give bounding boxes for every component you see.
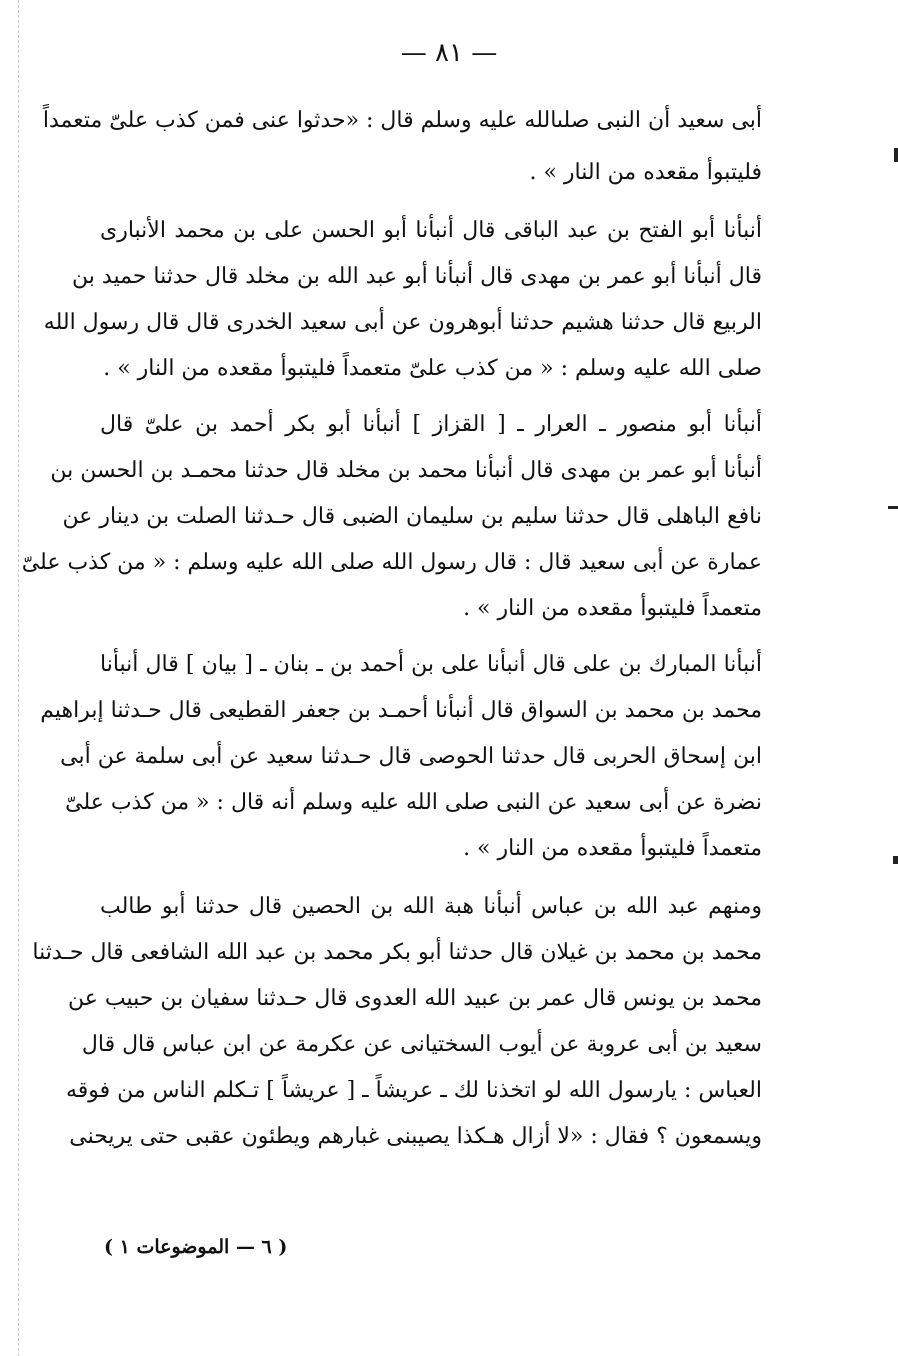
scan-edge-mark [894,148,898,162]
text-line: فليتبوأ مقعده من النار » . [529,160,762,185]
text-line: أنبأنا أبو منصور ـ العرار ـ [ القزاز ] أنبأنا أبو بكر أحمد بن علىّ قال [100,412,762,437]
text-line: ويسمعون ؟ فقال : «لا أزال هـكذا يصيبنى غبارهم ويطئون عقبى حتى يريحنى [69,1124,762,1149]
paragraph [40,642,762,872]
text-line: محمد بن محمد بن السواق قال أنبأنا أحمـد بن جعفر القطيعى قال حـدثنا إبراهيم [40,698,762,723]
text-line: الربيع قال حدثنا هشيم حدثنا أبوهرون عن أبى سعيد الخدرى قال قال رسول الله [43,310,762,335]
text-line: أنبأنا المبارك بن على قال أنبأنا على بن أحمد بن ـ بنان ـ [ بيان ] قال أنبأنا [100,652,762,677]
signature-footer: ( ٦ — الموضوعات ١ ) [104,1236,288,1258]
text-line: متعمداً فليتبوأ مقعده من النار » . [463,596,762,621]
text-line: متعمداً فليتبوأ مقعده من النار » . [463,836,762,861]
text-line: محمد بن محمد بن غيلان قال حدثنا أبو بكر محمد بن عبد الله الشافعى قال حـدثنا [32,940,762,965]
text-line: ومنهم عبد الله بن عباس أنبأنا هبة الله بن الحصين قال حدثنا أبو طالب [100,894,762,919]
scan-edge-mark [893,856,898,864]
scan-edge-mark [888,506,898,509]
text-line: محمد بن يونس قال عمر بن عبيد الله العدوى قال حـدثنا سفيان بن حبيب عن [68,986,762,1011]
text-line: ابن إسحاق الحربى قال حدثنا الحوصى قال حـدثنا سعيد عن أبى سلمة عن أبى [60,744,762,769]
text-line: نافع الباهلى قال حدثنا سليم بن سليمان الضبى قال حـدثنا الصلت بن دينار عن [62,504,762,529]
text-line: قال أنبأنا أبو عمر بن مهدى قال أنبأنا أبو عبد الله بن مخلد قال حدثنا حميد بن [72,264,762,289]
body-text [21,98,762,1160]
paragraph [42,98,762,196]
text-line: صلى الله عليه وسلم : « من كذب علىّ متعمداً فليتبوأ مقعده من النار » . [103,356,762,381]
text-line: أبى سعيد أن النبى صلىالله عليه وسلم قال : «حدثوا عنى فمن كذب علىّ متعمداً [42,108,762,133]
text-line: عمارة عن أبى سعيد قال : قال رسول الله صلى الله عليه وسلم : « من كذب علىّ [21,550,762,575]
scan-margin-rule [18,0,19,1356]
text-line: نضرة عن أبى سعيد عن النبى صلى الله عليه وسلم أنه قال : « من كذب علىّ [65,790,762,815]
text-line: أنبأنا أبو الفتح بن عبد الباقى قال أنبأنا أبو الحسن على بن محمد الأنبارى [100,218,762,243]
text-line: أنبأنا أبو عمر بن مهدى قال أنبأنا محمد بن مخلد قال حدثنا محمـد بن الحسن بن [50,458,762,483]
paragraph [43,208,762,392]
paragraph [32,884,762,1160]
paragraph [21,402,762,632]
text-line: العباس : يارسول الله لو اتخذنا لك ـ عريشاً ـ [ عريشاً ] تـكلم الناس من فوقه [65,1078,762,1103]
text-line: سعيد بن أبى عروبة عن أيوب السختيانى عن عكرمة عن ابن عباس قال قال [81,1032,762,1057]
page-number: — ٨١ — [400,38,498,68]
